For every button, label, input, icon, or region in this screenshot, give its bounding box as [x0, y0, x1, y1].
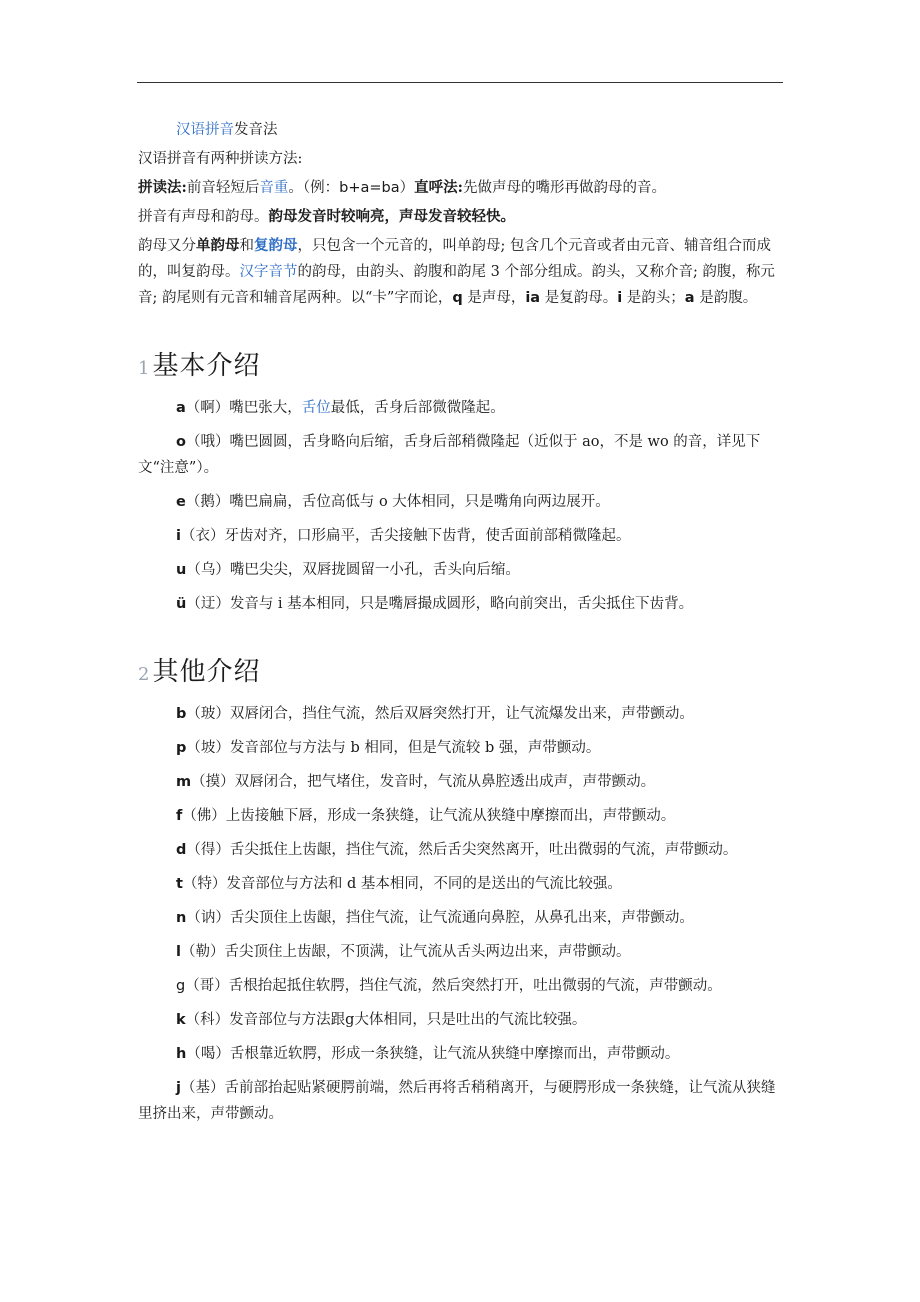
entry-f: f（佛）上齿接触下唇，形成一条狭缝，让气流从狭缝中摩擦而出，声带颤动。: [176, 808, 676, 824]
entry-v: ü（迂）发音与 i 基本相同，只是嘴唇撮成圆形，略向前突出，舌尖抵住下齿背。: [176, 596, 694, 612]
entry-h: h（喝）舌根靠近软腭，形成一条狭缝，让气流从狭缝中摩擦而出，声带颤动。: [176, 1046, 680, 1062]
entry-n: n（讷）舌尖顶住上齿龈，挡住气流，让气流通向鼻腔，从鼻孔出来，声带颤动。: [176, 910, 694, 926]
hanzi-yinjie-link[interactable]: 汉字音节: [239, 264, 298, 280]
entry-g: g（哥）舌根抬起抵住软腭，挡住气流，然后突然打开，吐出微弱的气流，声带颤动。: [176, 978, 722, 994]
intro-line-2: 拼读法:前音轻短后音重。（例：b+a=ba）直呼法:先做声母的嘴形再做韵母的音。: [138, 179, 666, 196]
entry-o: o（哦）嘴巴圆圆，舌身略向后缩，舌身后部稍微隆起（近似于 ao，不是 wo 的音，详见下文“注意”）。: [138, 434, 761, 476]
entry-p: p（坡）发音部位与方法与 b 相同，但是气流较 b 强，声带颤动。: [176, 740, 601, 756]
title-link[interactable]: 汉语拼音: [176, 122, 234, 138]
entry-u: u（乌）嘴巴尖尖，双唇拢圆留一小孔，舌头向后缩。: [176, 562, 520, 578]
section-number: 1: [138, 358, 151, 379]
intro-section: [138, 117, 786, 311]
document-body: [138, 117, 786, 1135]
entry-j: j（基）舌前部抬起贴紧硬腭前端，然后再将舌稍稍离开，与硬腭形成一条狭缝，让气流从狭缝里挤出来，声带颤动。: [138, 1080, 776, 1122]
intro-line-3: 拼音有声母和韵母。韵母发音时较响亮，声母发音较轻快。: [138, 208, 515, 225]
entry-b: b（玻）双唇闭合，挡住气流，然后双唇突然打开，让气流爆发出来，声带颤动。: [176, 706, 694, 722]
entry-a: a（啊）嘴巴张大，舌位最低，舌身后部微微隆起。: [176, 400, 505, 416]
header-rule: [137, 82, 783, 83]
entry-d: d（得）舌尖抵住上齿龈，挡住气流，然后舌尖突然离开，吐出微弱的气流，声带颤动。: [176, 842, 738, 858]
entry-l: l（勒）舌尖顶住上齿龈，不顶满，让气流从舌头两边出来，声带颤动。: [176, 944, 631, 960]
entry-k: k（科）发音部位与方法跟g大体相同，只是吐出的气流比较强。: [176, 1012, 587, 1028]
shewei-link[interactable]: 舌位: [301, 400, 331, 416]
section-number: 2: [138, 664, 151, 685]
fuyunmu-link[interactable]: 复韵母: [254, 237, 298, 254]
intro-line-1: 汉语拼音有两种拼读方法:: [138, 151, 303, 167]
section-heading-1: 1基本介绍: [138, 351, 261, 381]
yinzhong-link[interactable]: 音重: [259, 180, 289, 196]
entry-i: i（衣）牙齿对齐，口形扁平，舌尖接触下齿背，使舌面前部稍微隆起。: [176, 528, 631, 544]
entry-e: e（鹅）嘴巴扁扁，舌位高低与 o 大体相同，只是嘴角向两边展开。: [176, 494, 610, 510]
document-title: 汉语拼音发音法: [176, 122, 278, 138]
intro-line-4: 韵母又分单韵母和复韵母，只包含一个元音的，叫单韵母; 包含几个元音或者由元音、辅音组合而成的，叫复韵母。汉字音节的韵母，由韵头、韵腹和韵尾 3 个部分组成。韵头，又称介音; 韵腹，称元音; 韵尾则有元音和辅音尾两种。以“卡”字而论，q 是声母，ia 是复韵母。i 是韵头；a 是韵腹。: [138, 237, 775, 306]
entry-m: m（摸）双唇闭合，把气堵住，发音时，气流从鼻腔透出成声，声带颤动。: [176, 774, 656, 790]
entry-t: t（特）发音部位与方法和 d 基本相同，不同的是送出的气流比较强。: [176, 876, 622, 892]
section-heading-2: 2其他介绍: [138, 657, 261, 687]
